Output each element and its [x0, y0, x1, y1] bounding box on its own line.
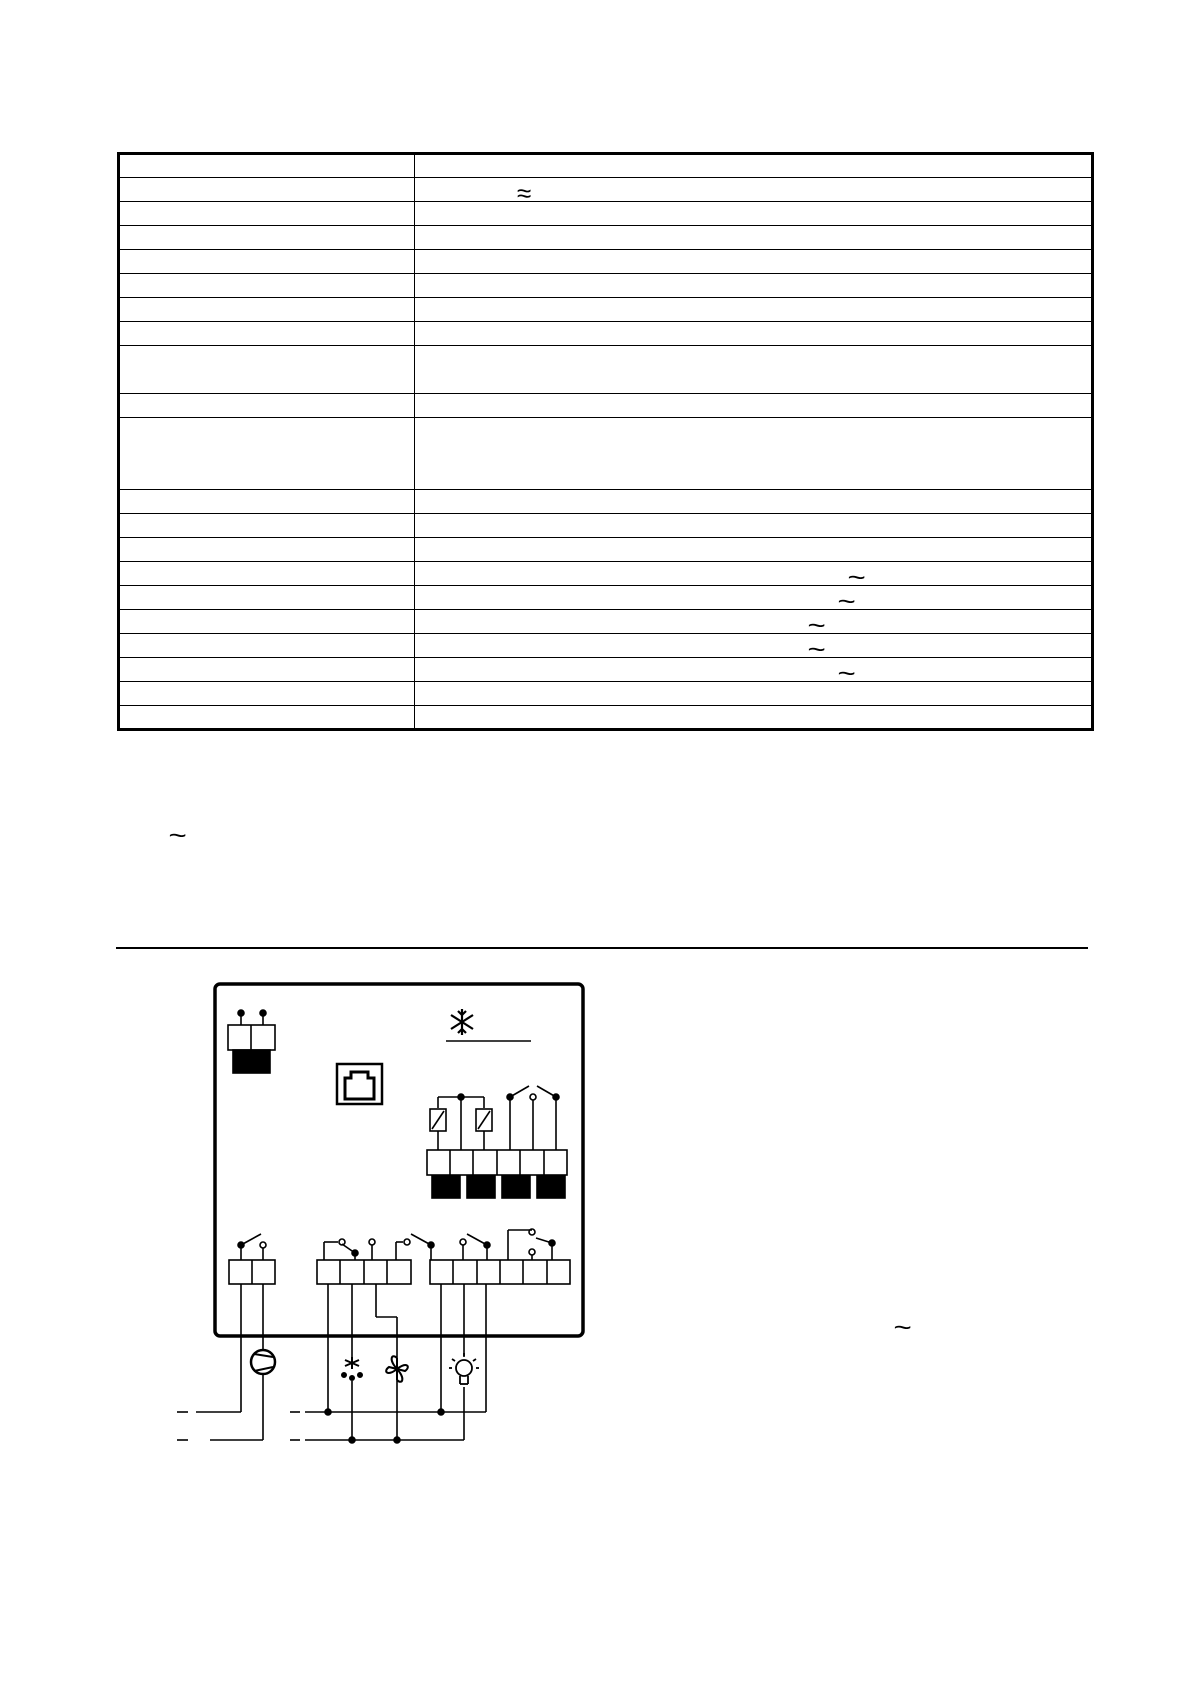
defrost-icon — [342, 1357, 362, 1380]
spec-row — [119, 682, 1093, 706]
wiring-diagram — [160, 975, 600, 1465]
note-tilde-symbol: ~ — [168, 820, 187, 850]
snowflake-icon — [451, 1009, 473, 1035]
spec-label-cell — [119, 682, 415, 706]
spec-row-tilde-symbol: ~ — [807, 610, 826, 640]
spec-label-cell — [119, 274, 415, 298]
spec-value-cell — [415, 586, 1093, 610]
spec-row — [119, 298, 1093, 322]
spec-value-cell — [415, 274, 1093, 298]
specification-table — [117, 152, 1094, 731]
spec-value-cell — [415, 298, 1093, 322]
spec-row-tilde-symbol: ≈ — [517, 178, 532, 208]
spec-row — [119, 394, 1093, 418]
spec-label-cell — [119, 346, 415, 394]
spec-label-cell — [119, 490, 415, 514]
spec-row — [119, 514, 1093, 538]
spec-value-cell — [415, 634, 1093, 658]
spec-label-cell — [119, 250, 415, 274]
spec-value-cell — [415, 394, 1093, 418]
spec-value-cell — [415, 418, 1093, 490]
spec-label-cell — [119, 610, 415, 634]
spec-row — [119, 490, 1093, 514]
spec-label-cell — [119, 562, 415, 586]
light-bulb-icon — [449, 1353, 479, 1384]
spec-label-cell — [119, 202, 415, 226]
relay-contacts — [238, 1229, 555, 1260]
output-terminals — [229, 1260, 570, 1284]
spec-table-body — [119, 154, 1093, 730]
spec-row — [119, 706, 1093, 730]
spec-label-cell — [119, 538, 415, 562]
spec-row — [119, 178, 1093, 202]
spec-row — [119, 226, 1093, 250]
spec-value-cell — [415, 658, 1093, 682]
spec-label-cell — [119, 514, 415, 538]
spec-row — [119, 538, 1093, 562]
spec-label-cell — [119, 634, 415, 658]
spec-label-cell — [119, 178, 415, 202]
spec-value-cell — [415, 538, 1093, 562]
spec-value-cell — [415, 154, 1093, 178]
spec-label-cell — [119, 586, 415, 610]
spec-row-tilde-symbol: ~ — [837, 586, 856, 616]
spec-label-cell — [119, 394, 415, 418]
spec-row — [119, 250, 1093, 274]
spec-label-cell — [119, 154, 415, 178]
spec-value-cell — [415, 682, 1093, 706]
spec-value-cell — [415, 562, 1093, 586]
power-terminal — [228, 1010, 275, 1073]
spec-row — [119, 154, 1093, 178]
spec-row — [119, 202, 1093, 226]
spec-value-cell — [415, 706, 1093, 730]
spec-row — [119, 658, 1093, 682]
section-divider — [116, 947, 1088, 949]
spec-row — [119, 346, 1093, 394]
probe-input-terminals — [427, 1086, 567, 1198]
spec-row — [119, 610, 1093, 634]
compressor-icon — [251, 1350, 275, 1374]
spec-label-cell — [119, 226, 415, 250]
side-text-tilde-symbol: ~ — [893, 1312, 912, 1342]
spec-row-tilde-symbol: ~ — [837, 658, 856, 688]
spec-row — [119, 634, 1093, 658]
spec-row — [119, 274, 1093, 298]
spec-row — [119, 562, 1093, 586]
spec-value-cell — [415, 346, 1093, 394]
spec-row-tilde-symbol: ~ — [847, 562, 866, 592]
fan-icon — [386, 1356, 408, 1382]
spec-value-cell — [415, 514, 1093, 538]
spec-value-cell — [415, 610, 1093, 634]
spec-label-cell — [119, 658, 415, 682]
spec-value-cell — [415, 490, 1093, 514]
spec-label-cell — [119, 322, 415, 346]
network-port-icon — [337, 1064, 382, 1104]
spec-label-cell — [119, 706, 415, 730]
spec-value-cell — [415, 322, 1093, 346]
spec-row — [119, 418, 1093, 490]
controller-housing — [215, 984, 583, 1336]
spec-value-cell — [415, 226, 1093, 250]
spec-label-cell — [119, 418, 415, 490]
spec-value-cell — [415, 250, 1093, 274]
spec-row — [119, 322, 1093, 346]
spec-row — [119, 586, 1093, 610]
spec-row-tilde-symbol: ~ — [807, 634, 826, 664]
external-wiring — [177, 1284, 486, 1443]
spec-label-cell — [119, 298, 415, 322]
